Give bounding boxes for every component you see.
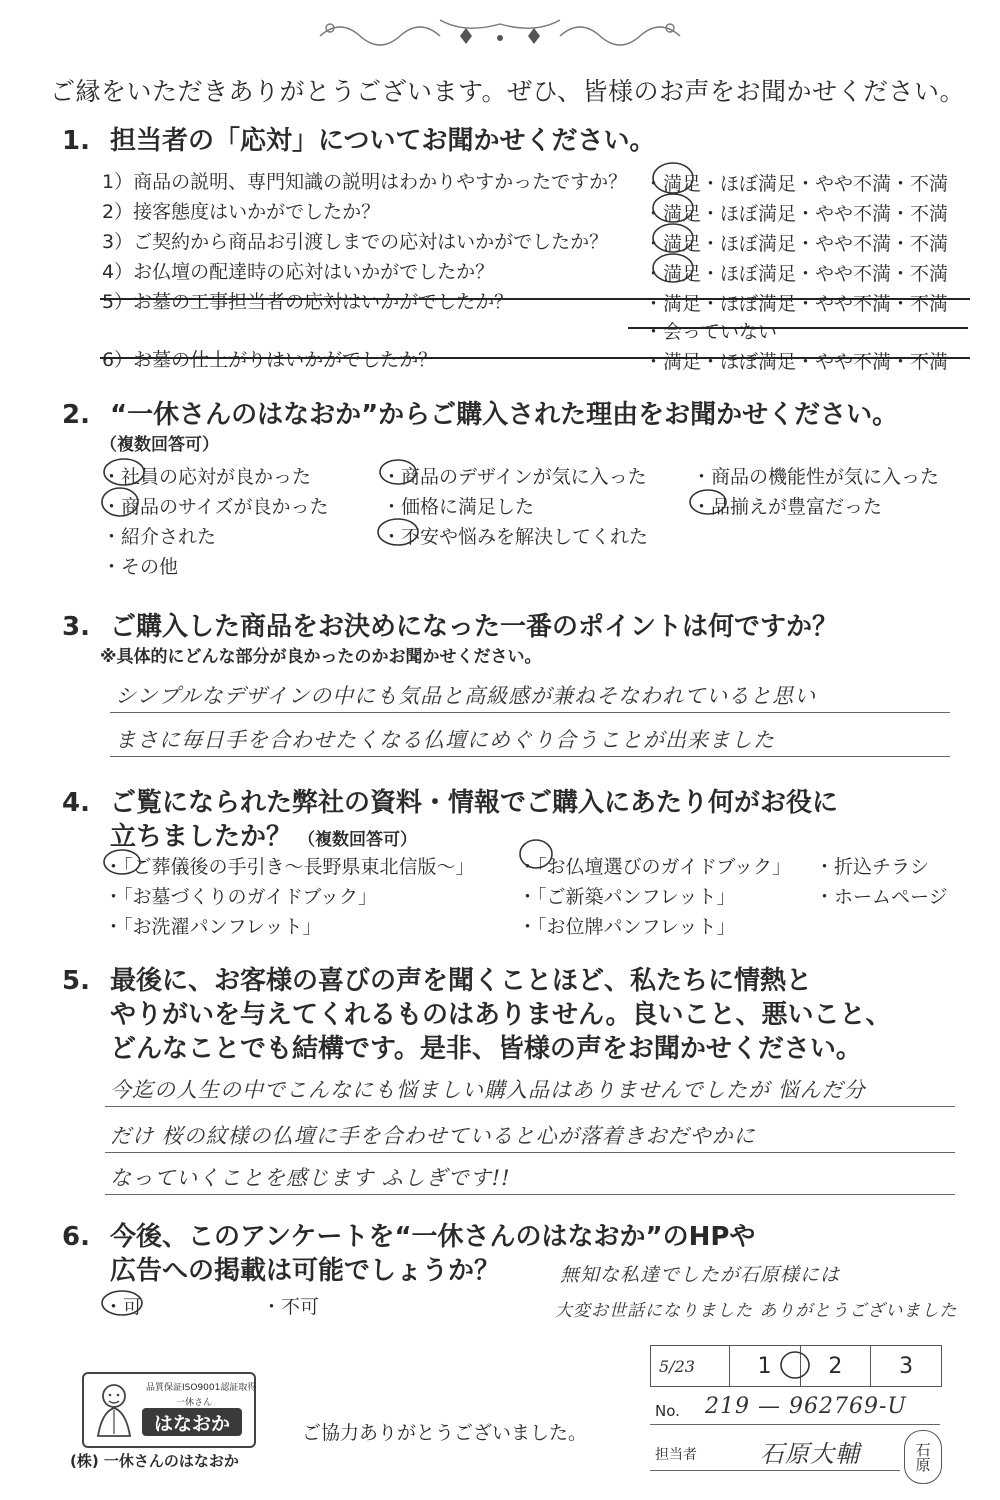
q4-number: 4.	[62, 788, 90, 818]
staff-label: 担当者	[655, 1447, 697, 1463]
q1-rating-6[interactable]: ・満足・ほぼ満足・やや不満・不満	[644, 351, 949, 373]
q2-heading	[62, 394, 898, 431]
q1-item-5: 5）お墓の工事担当者の応対はいかがでしたか？	[102, 291, 514, 313]
q4-option-homepage[interactable]: ・ホームページ	[815, 886, 948, 908]
q4-option-ihai[interactable]: ・「お位牌パンフレット」	[518, 916, 736, 938]
staff-seal: 石原	[904, 1430, 942, 1484]
intro-text: ご縁をいただきありがとうございます。ぜひ、皆様のお声をお聞かせください。	[50, 77, 966, 106]
q3-answer-rule-2	[110, 756, 950, 757]
q2-option-design[interactable]: ・商品のデザインが気に入った	[382, 466, 647, 488]
column-3[interactable]: 3	[899, 1353, 914, 1379]
q4-option-butsudan-guide[interactable]: ・「お仏壇選びのガイドブック」	[518, 856, 792, 878]
column-2[interactable]: 2	[801, 1346, 872, 1386]
q1-not-met-line	[628, 327, 968, 329]
q5-answer-line-1: 今迄の人生の中でこんなにも悩ましい購入品はありませんでしたが 悩んだ分	[110, 1078, 866, 1102]
q6-option-yes[interactable]: ・可	[104, 1296, 143, 1318]
q4-title-line-2: 立ちましたか？	[110, 822, 293, 852]
q1-rating-3[interactable]: ・満足・ほぼ満足・やや不満・不満	[644, 233, 949, 255]
q4-heading	[62, 782, 838, 819]
q2-option-size[interactable]: ・商品のサイズが良かった	[102, 496, 329, 518]
q6-note-line-1: 無知な私達でしたが石原様には	[560, 1264, 841, 1286]
q1-title: 担当者の「応対」についてお聞かせください。	[110, 126, 656, 156]
q6-title-line-2: 広告への掲載は可能でしょうか？	[110, 1256, 501, 1286]
q1-item-2: 2）接客態度はいかがでしたか？	[102, 201, 381, 223]
tracking-table	[650, 1345, 942, 1387]
q2-option-function[interactable]: ・商品の機能性が気に入った	[692, 466, 940, 488]
q2-subtitle: （複数回答可）	[100, 435, 219, 455]
q2-option-staff[interactable]: ・社員の応対が良かった	[102, 466, 312, 488]
q2-option-solved[interactable]: ・不安や悩みを解決してくれた	[382, 526, 649, 548]
q2-number: 2.	[62, 400, 90, 430]
q5-answer-rule-2	[105, 1152, 955, 1153]
q5-answer-rule-3	[105, 1194, 955, 1195]
date-cell: 5/23	[651, 1346, 730, 1386]
no-value: 219 — 962769-U	[705, 1394, 907, 1419]
q5-title-line-1: 最後に、お客様の喜びの声を聞くことほど、私たちに情熱と	[110, 966, 813, 996]
q6-title-line-1: 今後、このアンケートを“一休さんのはなおか”のHPや	[110, 1222, 756, 1252]
q2-option-price[interactable]: ・価格に満足した	[382, 496, 535, 518]
q5-number: 5.	[62, 966, 90, 996]
q1-item-1: 1）商品の説明、専門知識の説明はわかりやすかったですか？	[102, 171, 628, 193]
q4-title-line-1: ご覧になられた弊社の資料・情報でご購入にあたり何がお役に	[110, 788, 839, 818]
q6-heading	[62, 1216, 755, 1253]
q5-title-line-3: どんなことでも結構です。是非、皆様の声をお聞かせください。	[110, 1034, 862, 1064]
q1-heading	[62, 120, 655, 157]
monk-icon	[90, 1380, 138, 1440]
thanks-text: ご協力ありがとうございました。	[302, 1422, 588, 1444]
logo-brand: はなおか	[142, 1408, 242, 1436]
q1-rating-4[interactable]: ・満足・ほぼ満足・やや不満・不満	[644, 263, 949, 285]
q4-option-funeral-guide[interactable]: ・「ご葬儀後の手引き〜長野県東北信版〜」	[104, 856, 475, 878]
q3-answer-line-2: まさに毎日手を合わせたくなる仏壇にめぐり合うことが出来ました	[115, 728, 775, 752]
q1-item-3: 3）ご契約から商品お引渡しまでの応対はいかがでしたか？	[102, 231, 609, 253]
q4-subtitle: （複数回答可）	[298, 830, 418, 850]
q2-title: “一休さんのはなおか”からご購入された理由をお聞かせください。	[110, 400, 899, 430]
q1-number: 1.	[62, 126, 90, 156]
q3-title: ご購入した商品をお決めになった一番のポイントは何ですか？	[110, 612, 839, 642]
staff-name: 石原大輔	[760, 1440, 860, 1468]
q5-answer-line-3: なっていくことを感じます ふしぎです!!	[110, 1166, 511, 1190]
q2-option-referral[interactable]: ・紹介された	[102, 526, 217, 548]
q4-option-flyer[interactable]: ・折込チラシ	[815, 856, 930, 878]
q4-heading-line-2	[110, 816, 417, 853]
q6-note-line-2: 大変お世話になりました ありがとうございました	[555, 1301, 958, 1321]
q4-option-new-home[interactable]: ・「ご新築パンフレット」	[518, 886, 736, 908]
q2-option-variety[interactable]: ・品揃えが豊富だった	[692, 496, 883, 518]
header-ornament	[300, 6, 700, 54]
q1-rating-1[interactable]: ・満足・ほぼ満足・やや不満・不満	[644, 173, 949, 195]
q1-item-6: 6）お墓の仕上がりはいかがでしたか？	[102, 349, 438, 371]
q6-number: 6.	[62, 1222, 90, 1252]
q4-option-laundry[interactable]: ・「お洗濯パンフレット」	[104, 916, 322, 938]
logo-certification: 品質保証ISO9001認証取得	[146, 1383, 257, 1393]
q3-number: 3.	[62, 612, 90, 642]
logo-small-text: 一休さん	[176, 1398, 213, 1408]
no-rule	[650, 1424, 940, 1425]
q2-option-other[interactable]: ・その他	[102, 556, 179, 578]
q1-not-met[interactable]: ・会っていない	[644, 321, 778, 343]
q1-rating-5[interactable]: ・満足・ほぼ満足・やや不満・不満	[644, 293, 949, 315]
q6-option-no[interactable]: ・不可	[262, 1296, 320, 1318]
q3-heading	[62, 606, 838, 643]
q5-answer-line-2: だけ 桜の紋様の仏壇に手を合わせていると心が落着きおだやかに	[110, 1124, 756, 1148]
q1-item-4: 4）お仏壇の配達時の応対はいかがでしたか？	[102, 261, 495, 283]
column-1[interactable]: 1	[730, 1346, 801, 1386]
q3-answer-rule-1	[110, 712, 950, 713]
company-name: (株) 一休さんのはなおか	[70, 1452, 239, 1470]
q5-title-line-2: やりがいを与えてくれるものはありません。良いこと、悪いこと、	[110, 1000, 892, 1030]
q1-item-6-strikethrough	[100, 357, 970, 359]
q5-answer-rule-1	[105, 1106, 955, 1107]
q1-rating-2[interactable]: ・満足・ほぼ満足・やや不満・不満	[644, 203, 949, 225]
q5-heading	[62, 960, 812, 997]
q3-subtitle: ※具体的にどんな部分が良かったのかお聞かせください。	[100, 647, 542, 667]
q1-item-5-strikethrough	[100, 298, 970, 300]
no-label: No.	[655, 1402, 680, 1420]
company-logo	[82, 1372, 256, 1448]
staff-rule	[650, 1470, 900, 1471]
q3-answer-line-1: シンプルなデザインの中にも気品と高級感が兼ねそなわれていると思い	[115, 684, 817, 708]
q4-option-grave-guide[interactable]: ・「お墓づくりのガイドブック」	[104, 886, 378, 908]
